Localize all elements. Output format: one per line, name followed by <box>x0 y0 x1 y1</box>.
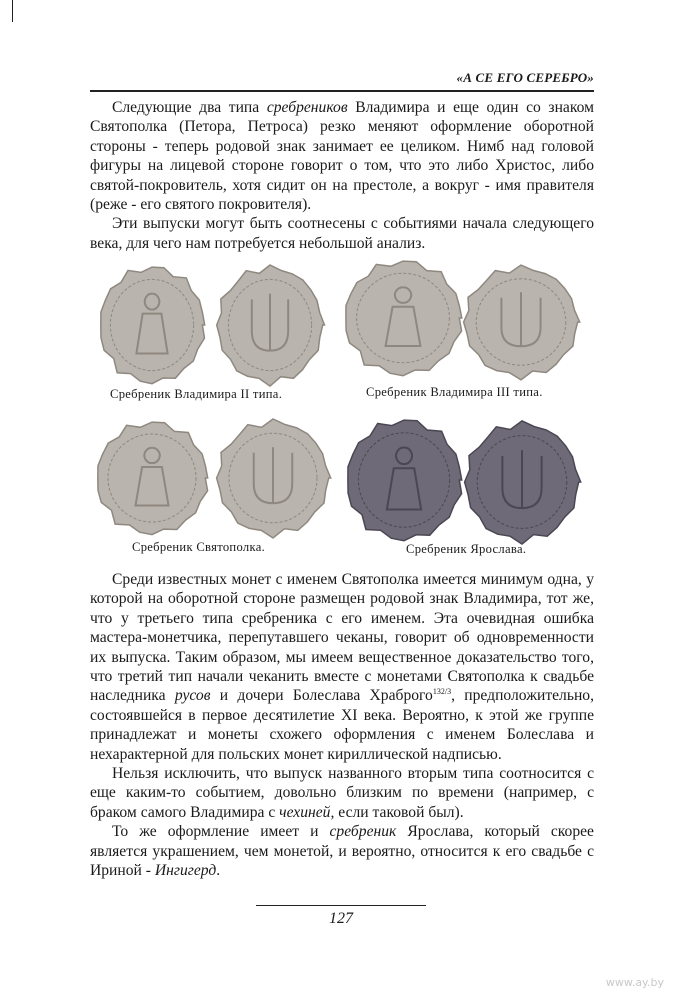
italic-term: сребреников <box>266 99 348 116</box>
text-run: , предположительно, состоявшейся в первое десятилетие XI века. Вероятно, к этой же группе принадлежат и монеты схожего оформления с именем Болеслава и нехарактерной для польских монет кириллической надписью. <box>90 687 594 763</box>
coin-reverse <box>217 265 325 386</box>
italic-term: русов <box>174 687 211 705</box>
text-run: То же оформление имеет и <box>112 823 330 841</box>
coin-reverse <box>465 421 581 544</box>
figure-svyatopolk <box>95 420 335 540</box>
crop-mark <box>12 0 13 22</box>
figure-vladimir-type2 <box>100 265 332 385</box>
paragraph <box>90 764 594 822</box>
footer-rule <box>256 905 426 906</box>
italic-term: чехиней, <box>279 803 335 821</box>
paragraph <box>90 570 594 764</box>
text-run: если таковой был). <box>334 803 464 821</box>
coin-image-svyatopolk <box>95 420 335 540</box>
text-run: Нельзя исключить, что выпуск названного вторым типа соотносится с еще каким-то событием, довольно близким по времени (например, с браком самого Владимира с <box>90 765 594 821</box>
figure-caption: Сребреник Владимира III типа. <box>366 385 543 399</box>
footnote-ref: 132/3 <box>432 687 452 697</box>
coin-obverse <box>346 261 462 376</box>
watermark-text: www.ay.by <box>605 976 664 989</box>
body-text-bottom <box>90 570 594 881</box>
running-title: «А СЕ ЕГО СЕРЕБРО» <box>456 70 594 85</box>
coin-image-vladimir-type2 <box>100 265 332 385</box>
italic-term: Ингигерд <box>154 862 217 880</box>
text-run: Владимира и еще один со знаком Святополка (Петора, Петроса) резко меняют оформление оборотной стороны - теперь родовой знак занимает ее целиком. Нимб над головой фигуры на лицевой стороне говорит о том, что это либо Христос, либо святой-покровитель, хотя сидит он на престоле, а вокруг - имя правителя (реже - его святого покровителя). <box>90 99 595 214</box>
italic-term: сребреник <box>329 823 397 841</box>
figure-caption: Сребреник Ярослава. <box>406 542 527 556</box>
text-run: Среди известных монет с именем Святополка имеется минимум одна, у которой на оборотной стороне размещен родовой знак Владимира, тот же, что у третьего типа сребреника с его именем. Эта очевидная ошибка мастера-монетчика, перепутавшего чеканы, говорит об одновременности их выпуска. Таким образом, мы имеем вещественное доказательство того, что третий тип начали чеканить вместе с монетами Святополка к свадьбе наследника <box>90 571 594 705</box>
paragraph <box>90 214 594 253</box>
coin-reverse <box>464 265 580 380</box>
text-run: Эти выпуски могут быть соотнесены с событиями начала следующего века, для чего нам потребуется небольшой анализ. <box>90 215 594 252</box>
page-number: 127 <box>329 910 353 927</box>
text-run: Следующие два типа <box>112 99 267 116</box>
coin-image-yaroslav <box>342 418 582 542</box>
body-text-top <box>90 98 594 253</box>
coin-obverse <box>98 422 208 534</box>
coin-image-vladimir-type3 <box>343 262 583 382</box>
text-run: Ярослава, который скорее является украшением, чем монетой, и вероятно, относится к его свадьбе с Ириной - <box>90 823 594 880</box>
paragraph <box>90 98 594 214</box>
coin-obverse <box>348 420 462 541</box>
text-run: и дочери Болеслава Храброго <box>210 687 433 705</box>
figure-vladimir-type3 <box>343 262 583 382</box>
coin-obverse <box>101 267 205 384</box>
text-run: . <box>216 862 221 880</box>
figure-caption: Сребреник Владимира II типа. <box>110 387 283 401</box>
header-rule <box>90 90 594 92</box>
paragraph <box>90 822 594 880</box>
figure-yaroslav <box>342 418 582 542</box>
coin-reverse <box>217 419 331 538</box>
figure-caption: Сребреник Святополка. <box>132 540 266 554</box>
